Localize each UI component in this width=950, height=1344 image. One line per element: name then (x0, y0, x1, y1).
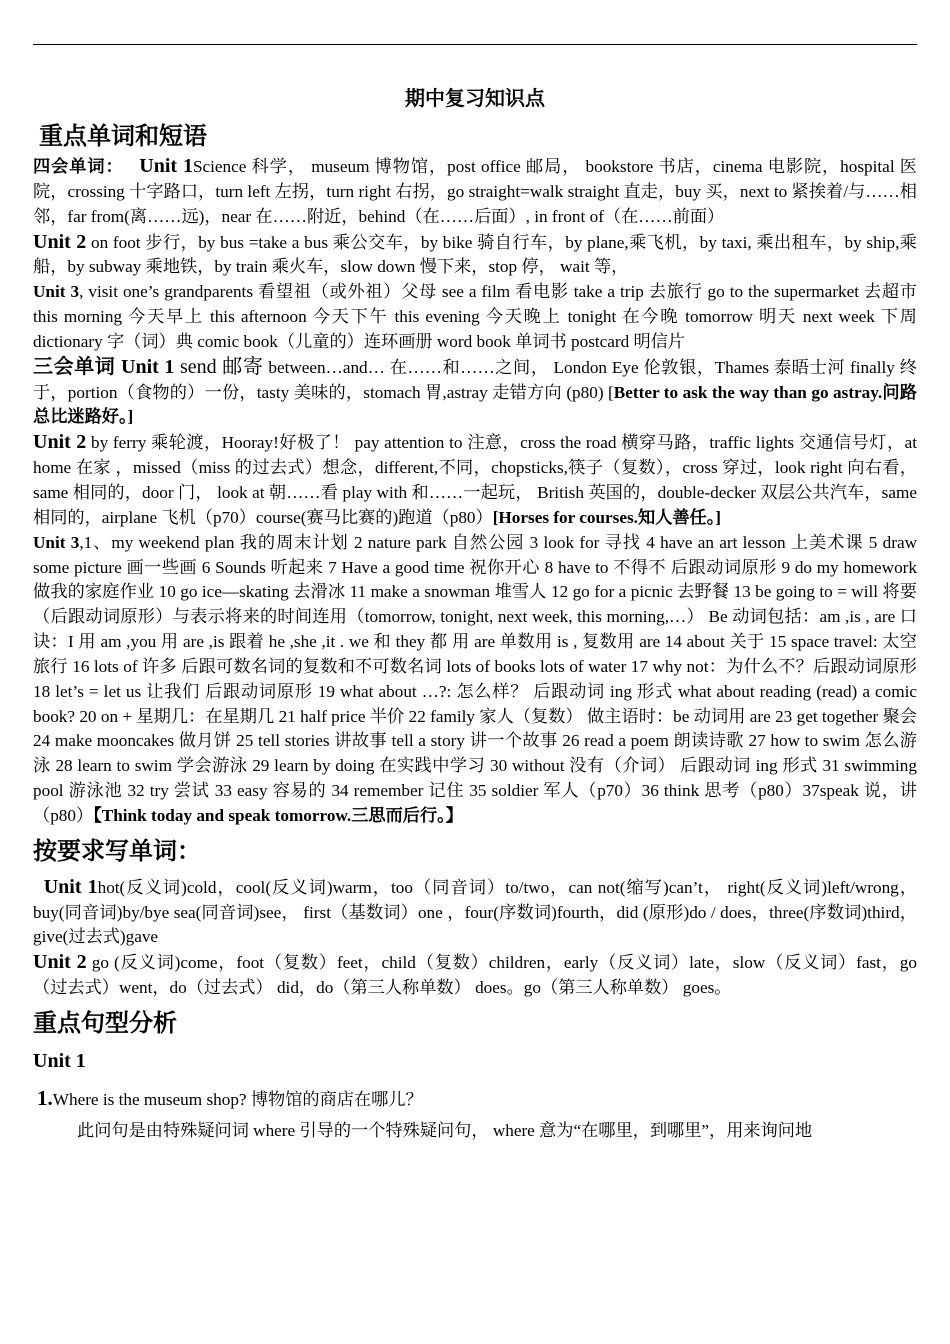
section-heading-sentence-analysis: 重点句型分析 (33, 1011, 177, 1037)
subheading-unit1: Unit 1 (33, 1050, 86, 1072)
paragraph-text: , visit one’s grandparents 看望祖（或外祖）父母 see a film 看电影 take a trip 去旅行 go to the supermarket 去超市 this morning 今天早上 this afternoon 今天下午 this evening 今天晚上 tonight 在今晚 tomorrow 明天 next week 下周 dictionary 字（词）典 comic book（儿童的）连环画册 word book 单词书 postcard 明信片 (33, 282, 917, 351)
label-four-skill: 四会单词： (33, 157, 124, 176)
unit-label: Unit 2 (33, 951, 87, 974)
paragraph-write-unit2 (33, 950, 917, 1001)
paragraph-text: by ferry 乘轮渡，Hooray!好极了！ pay attention to 注意，cross the road 横穿马路，traffic lights 交通信号灯，at home 在家 ，missed（miss 的过去式）想念，different,不同，chopsticks,筷子（复数），cross 穿过，look right 向右看，same 相同的，door 门， look at 朝……看 play with 和……一起玩， British 英国的，double-decker 双层公共汽车，same 相同的，airplane 飞机（p70）course(赛马比赛的)跑道（p80） (33, 433, 917, 527)
question-number: 1. (37, 1086, 53, 1110)
proverb: 【Think today and speak tomorrow.三思而后行。】 (93, 805, 463, 825)
question-1-explanation: 此问句是由特殊疑问词 where 引导的一个特殊疑问句， where 意为“在哪里，到哪里”，用来询问地 (77, 1121, 813, 1140)
top-rule (33, 44, 917, 45)
unit-label: Unit 1 (43, 875, 98, 898)
unit-label: Unit 3 (33, 532, 80, 552)
word-send: send 邮寄 (174, 355, 264, 378)
paragraph-unit2 (33, 230, 917, 281)
paragraph-unit3 (33, 280, 917, 355)
section-heading-key-words: 重点单词和短语 (39, 124, 207, 150)
paragraph-text: on foot 步行，by bus =take a bus 乘公交车，by bike 骑自行车，by plane,乘飞机，by taxi, 乘出租车，by ship,乘船，by subway 乘地铁，by train 乘火车，slow down 慢下来，stop 停， wait 等， (33, 232, 917, 277)
paragraph-write-unit1 (33, 875, 917, 951)
document-title: 期中复习知识点 (405, 88, 545, 110)
document-page (33, 84, 917, 1144)
paragraph-text: ,1、my weekend plan 我的周末计划 2 nature park 自然公园 3 look for 寻找 4 have an art lesson 上美术课 5 draw some picture 画一些画 6 Sounds 听起来 7 Have a good time 祝你开心 8 have to 不得不 后跟动词原形 9 do my homework 做我的家庭作业 10 go ice—skating 去滑冰 11 make a snowman 堆雪人 12 go for a picnic 去野餐 13 be going to = will 将要 （后跟动词原形）与表示将来的时间连用（tomorrow, tonight, next week, this morning,…） Be 动词包括：am ,is , are 口诀：I 用 am ,you 用 are ,is 跟着 he ,she ,it . we 和 they 都 用 are 单数用 is , 复数用 are 14 about 关于 15 space travel: 太空旅行 16 lots of 许多 后跟可数名词的复数和不可数名词 lots of books lots of water 17 why not：为什么不？后跟动词原形 18 let’s = let us 让我们 后跟动词原形 19 what about …?: 怎么样？ 后跟动词 ing 形式 what about reading (read) a comic book? 20 on + 星期几：在星期几 21 half price 半价 22 family 家人（复数） 做主语时：be 动词用 are 23 get together 聚会 24 make mooncakes 做月饼 25 tell stories 讲故事 tell a story 讲一个故事 26 read a poem 朗读诗歌 27 how to swim 怎么游泳 28 learn to swim 学会游泳 29 learn by doing 在实践中学习 30 without 没有（介词） 后跟动词 ing 形式 31 swimming pool 游泳池 32 try 尝试 33 easy 容易的 34 remember 记住 35 soldier 军人（p70）36 think 思考（p80）37speak 说，讲（p80） (33, 532, 917, 825)
unit-label: Unit 2 (33, 431, 87, 454)
unit-label: Unit 2 (33, 230, 87, 253)
proverb: Better to ask the way than go astray.问路总比迷路好。] (33, 382, 917, 427)
unit-label: Unit 3 (33, 282, 80, 302)
section-heading-write-words: 按要求写单词： (33, 838, 201, 865)
paragraph-text: hot(反义词)cold，cool(反义词)warm，too（同音词）to/two，can not(缩写)can’t， right(反义词)left/wrong，buy(同音词)by/bye sea(同音词)see， first（基数词）one ，four(序数词)fourth，did (原形)do / does，three(序数词)third， give(过去式)gave (33, 877, 918, 947)
paragraph-text: between…and… 在……和……之间， London Eye 伦敦银，Thames 泰晤士河 finally 终于，portion（食物的）一份，tasty 美味的，stomach 胃,astray 走错方向 (p80) [ (33, 357, 917, 402)
question-text: Where is the museum shop? 博物馆的商店在哪儿？ (52, 1090, 423, 1109)
paragraph-text: Science 科学， museum 博物馆，post office 邮局， bookstore 书店，cinema 电影院，hospital 医院，crossing 十字路口，turn left 左拐，turn right 右拐，go straight=walk straight 直走，buy 买，next to 紧挨着/与……相邻，far from(离……远)，near 在……附近，behind（在……后面）, in front of（在……前面） (33, 157, 917, 226)
paragraph-three-skill-unit2 (33, 430, 917, 530)
proverb: [Horses for courses.知人善任。] (492, 507, 722, 527)
label-three-skill: 三会单词 Unit 1 (33, 355, 175, 378)
paragraph-text: go (反义词)come，foot（复数）feet，child（复数）children，early（反义词）late，slow（反义词）fast，go（过去式）went，do（过去式） did，do（第三人称单数） does。go（第三人称单数） goes。 (33, 953, 917, 998)
unit-label: Unit 1 (139, 155, 193, 177)
paragraph-three-skill-unit1 (33, 355, 917, 431)
question-1 (37, 1083, 917, 1115)
paragraph-three-skill-unit3 (33, 531, 917, 829)
paragraph-four-skill-unit1 (33, 154, 917, 230)
